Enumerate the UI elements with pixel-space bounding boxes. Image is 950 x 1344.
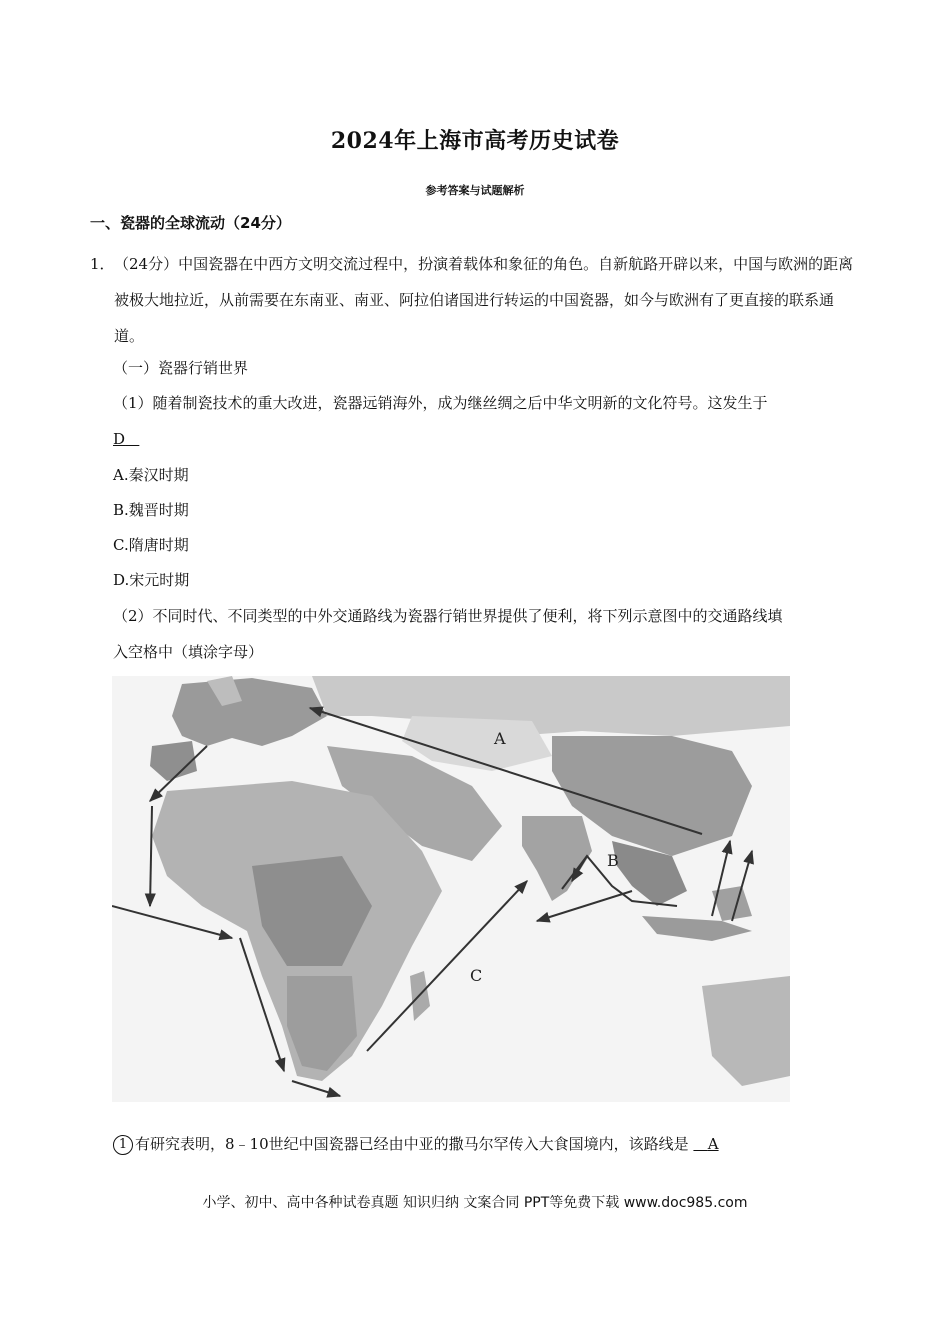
question-1-2-stem: （2）不同时代、不同类型的中外交通路线为瓷器行销世界提供了便利，将下列示意图中的交通路线填 xyxy=(113,607,783,625)
question-1-1-answer xyxy=(113,430,139,448)
question-number: 1． xyxy=(90,255,115,273)
question-1-2-part-1 xyxy=(113,1133,719,1155)
option-c: C.隋唐时期 xyxy=(113,536,189,554)
option-a: A.秦汉时期 xyxy=(113,466,189,484)
option-d: D.宋元时期 xyxy=(113,571,190,589)
question-1 xyxy=(90,246,860,354)
route-map xyxy=(112,676,790,1102)
circled-number: 1 xyxy=(113,1135,133,1155)
question-intro: （24分）中国瓷器在中西方文明交流过程中，扮演着载体和象征的角色。自新航路开辟以来，中国与欧洲的距离被极大地拉近，从前需要在东南亚、南亚、阿拉伯诸国进行转运的中国瓷器，如今与欧洲有了更直接的联系通道。 xyxy=(114,255,854,345)
answer-blank: A xyxy=(707,1135,719,1153)
option-b: B.魏晋时期 xyxy=(113,501,189,519)
part-1-text: 有研究表明，8﹣10世纪中国瓷器已经由中亚的撒马尔罕传入大食国境内，该路线是 xyxy=(135,1135,689,1153)
route-a-label: A xyxy=(494,729,506,748)
route-b-label: B xyxy=(607,851,619,870)
answer-blank: D xyxy=(113,430,126,448)
page-footer: 小学、初中、高中各种试卷真题 知识归纳 文案合同 PPT等免费下载 www.doc985.com xyxy=(202,1195,748,1211)
route-c-label: C xyxy=(470,966,483,985)
question-1-2-stem-cont: 入空格中（填涂字母） xyxy=(113,643,264,661)
section-heading: 一、瓷器的全球流动（24分） xyxy=(90,214,291,232)
subsection-heading: （一）瓷器行销世界 xyxy=(113,359,249,377)
page-title: 2024年上海市高考历史试卷 xyxy=(330,128,620,154)
question-1-1-stem: （1）随着制瓷技术的重大改进，瓷器远销海外，成为继丝绸之后中华文明新的文化符号。这发生于 xyxy=(113,394,768,412)
page-subtitle: 参考答案与试题解析 xyxy=(425,184,525,197)
